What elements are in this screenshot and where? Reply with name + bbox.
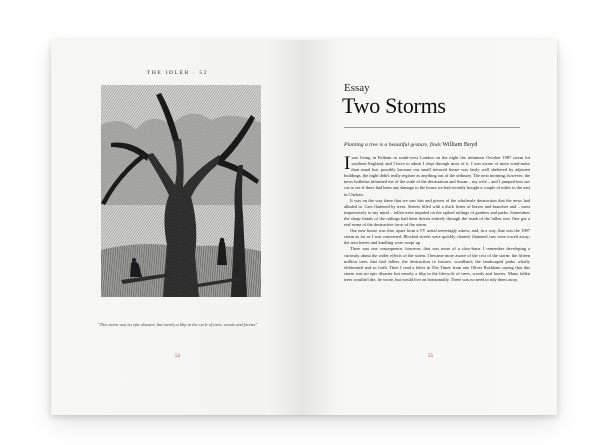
article-title: Two Storms	[342, 93, 446, 118]
paragraph: There was one consequence, however, that was more of a slow-burn. I remember developing a curiosity about the wider effects of the storm. I became more aware of the cost of the storm: the fifteen million trees that had fallen; the destruction to historic woodland; the landscaped parks wholly obliterated and so forth. Then I read a letter in The Times from one Oliver Rackham saying that this storm was no epic disaster but merely a blip in the lifecycle of trees, woods and forests. Many fallen trees wouldn't die, he wrote, but would live on horizontally. There was no need to tidy them away.	[344, 246, 530, 282]
standfirst	[344, 141, 527, 148]
paragraph: Our new house was fine, apart from a TV aerial teeteringly askew, and, in a way, that was the 1987 storm as far as I was concerned. Blocked streets were quickly cleared; flattened cars were towed away; the torn leaves and kindling were swept up.	[344, 228, 530, 246]
paragraph-text: was living in Fulham in south-west London on the night the infamous October 1987 storm hit southern England, and I have to admit I slept through most of it. I was aware of more wind-noise than usual but, possibly because our small terraced house was fairly well sheltered by adjacent buildings, the night didn't really register as anything out of the ordinary. The next morning, however, the news bulletins informed me of the scale of the devastation and Susan – my wife – and I jumped into our car to see if there had been any damage to the house we had recently bought a couple of miles to the east in Chelsea.	[344, 155, 530, 197]
illustration-caption: "This storm was no epic disaster, but merely a blip in the cycle of trees, woods and forests"	[97, 322, 258, 327]
paragraph: It was on the way there that we saw bits and pieces of the wholesale destruction that the news had alluded to. Cars flattened by trees. Streets filled with a thick fritter of leaves and branches and – most impressively to my mind – fallen trees impaled on the spiked railings of gardens and parks. Sometimes the sharp finials of the railings had been driven entirely through the trunk of the fallen tree. One got a real sense of the destructive force of the storm.	[344, 197, 530, 228]
page-number-left: 54	[175, 354, 180, 359]
book-spread	[51, 40, 557, 415]
author-name: William Boyd	[442, 141, 478, 148]
title-rule	[344, 127, 520, 128]
paragraph	[344, 155, 530, 198]
running-head: THE IDLER · 52	[146, 70, 209, 76]
right-page	[304, 40, 557, 415]
drop-cap: I	[344, 153, 351, 174]
standfirst-text: Planting a tree is a beautiful gesture, finds	[344, 142, 441, 148]
article-body	[344, 155, 530, 283]
left-page	[51, 40, 304, 415]
tree-engraving-illustration	[101, 85, 261, 297]
section-label: Essay	[344, 82, 370, 94]
page-number-right: 55	[428, 354, 433, 359]
